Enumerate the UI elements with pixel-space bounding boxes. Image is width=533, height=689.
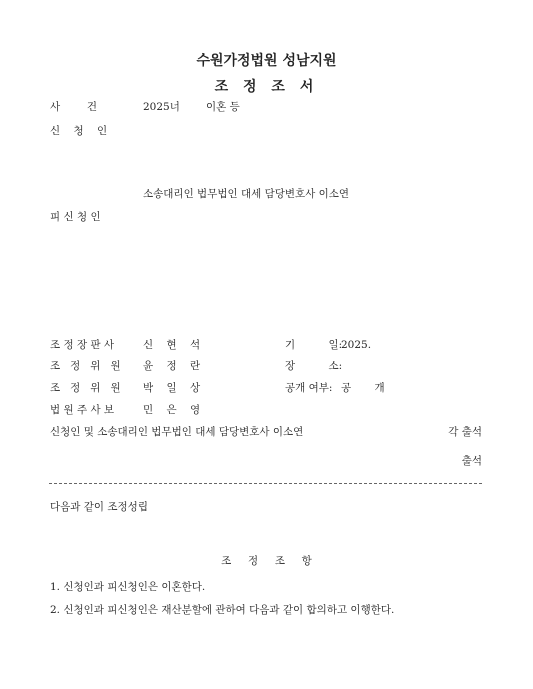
place-label: 장 소: bbox=[285, 360, 343, 372]
clerk-label: 법 원 주 사 보 bbox=[50, 404, 115, 416]
mediator-1-label: 조 정 위 원 bbox=[50, 360, 121, 372]
date-value: 2025. bbox=[341, 339, 372, 351]
applicant-representative: 소송대리인 법무법인 대세 담당변호사 이소연 bbox=[143, 188, 350, 200]
attendance-status: 출석 bbox=[461, 455, 482, 467]
attendance-status-each: 각 출석 bbox=[448, 426, 482, 438]
case-number: 2025너 bbox=[143, 101, 180, 113]
case-name: 이혼 등 bbox=[206, 101, 240, 113]
judge-name: 신 현 석 bbox=[143, 339, 201, 351]
mediator-1-name: 윤 정 란 bbox=[143, 360, 201, 372]
dashed-divider bbox=[49, 483, 482, 484]
mediator-2-name: 박 일 상 bbox=[143, 382, 201, 394]
respondent-label: 피 신 청 인 bbox=[50, 211, 101, 223]
section-title: 조 정 조 항 bbox=[221, 555, 312, 567]
case-label: 사 건 bbox=[50, 101, 97, 113]
clause-1: 1. 신청인과 피신청인은 이혼한다. bbox=[50, 581, 206, 593]
clause-2: 2. 신청인과 피신청인은 재산분할에 관하여 다음과 같이 합의하고 이행한다. bbox=[50, 604, 395, 616]
public-value: 공 개 bbox=[341, 382, 385, 394]
applicant-label: 신 청 인 bbox=[50, 125, 108, 137]
public-label: 공개 여부: bbox=[285, 382, 333, 394]
date-label: 기 일: bbox=[285, 339, 343, 351]
clerk-name: 민 은 영 bbox=[143, 404, 201, 416]
mediator-2-label: 조 정 위 원 bbox=[50, 382, 121, 394]
attendance-line: 신청인 및 소송대리인 법무법인 대세 담당변호사 이소연 bbox=[50, 426, 304, 438]
judge-label: 조 정 장 판 사 bbox=[50, 339, 115, 351]
settlement-intro: 다음과 같이 조정성립 bbox=[50, 501, 148, 513]
document-title: 조 정 조 서 bbox=[214, 79, 319, 95]
court-name: 수원가정법원 성남지원 bbox=[196, 53, 337, 69]
